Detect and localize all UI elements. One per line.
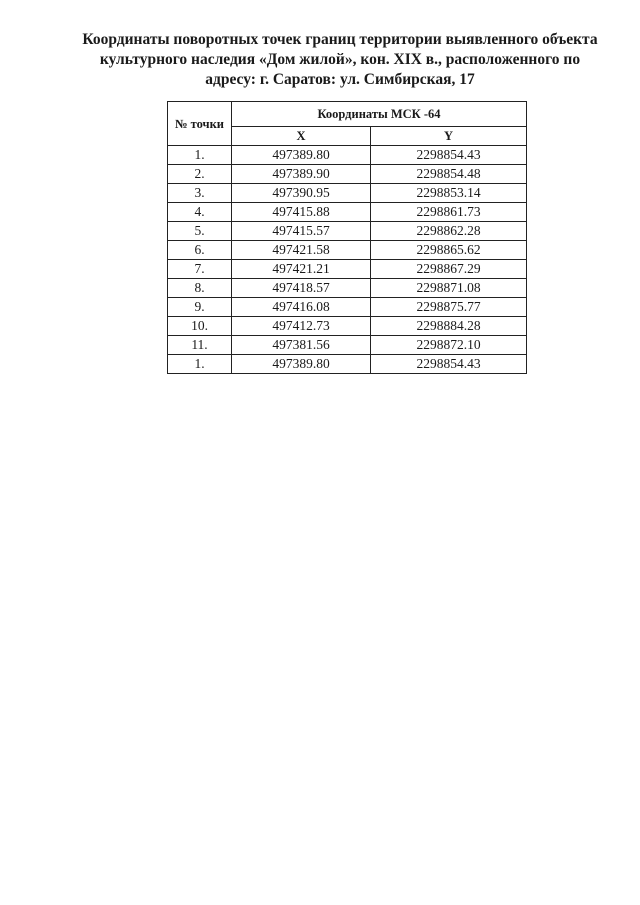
y-coordinate: 2298871.08 (371, 279, 527, 298)
table-row (168, 355, 527, 374)
table-row (168, 336, 527, 355)
x-coordinate: 497418.57 (232, 279, 371, 298)
y-coordinate: 2298854.43 (371, 146, 527, 165)
title-line-1: Координаты поворотных точек границ территории выявленного объекта (82, 31, 598, 48)
point-number: 1. (168, 146, 232, 165)
point-number: 8. (168, 279, 232, 298)
point-number: 2. (168, 165, 232, 184)
table-row (168, 317, 527, 336)
document-title (60, 30, 620, 90)
header-x: X (232, 127, 371, 146)
y-coordinate: 2298862.28 (371, 222, 527, 241)
y-coordinate: 2298854.48 (371, 165, 527, 184)
point-number: 1. (168, 355, 232, 374)
point-number: 6. (168, 241, 232, 260)
table-row (168, 146, 527, 165)
point-number: 3. (168, 184, 232, 203)
table-row (168, 241, 527, 260)
x-coordinate: 497421.58 (232, 241, 371, 260)
table-row (168, 165, 527, 184)
table-row (168, 184, 527, 203)
y-coordinate: 2298884.28 (371, 317, 527, 336)
title-line-2: культурного наследия «Дом жилой», кон. XIX в., расположенного по (99, 51, 581, 68)
y-coordinate: 2298853.14 (371, 184, 527, 203)
y-coordinate: 2298872.10 (371, 336, 527, 355)
point-number: 11. (168, 336, 232, 355)
x-coordinate: 497421.21 (232, 260, 371, 279)
y-coordinate: 2298861.73 (371, 203, 527, 222)
table-row (168, 222, 527, 241)
y-coordinate: 2298854.43 (371, 355, 527, 374)
x-coordinate: 497415.88 (232, 203, 371, 222)
title-line-3: адресу: г. Саратов: ул. Симбирская, 17 (205, 71, 475, 88)
x-coordinate: 497389.80 (232, 146, 371, 165)
point-number: 9. (168, 298, 232, 317)
header-y: Y (371, 127, 527, 146)
x-coordinate: 497381.56 (232, 336, 371, 355)
y-coordinate: 2298867.29 (371, 260, 527, 279)
table-row (168, 298, 527, 317)
coordinates-table (167, 101, 527, 374)
table-row (168, 203, 527, 222)
x-coordinate: 497390.95 (232, 184, 371, 203)
x-coordinate: 497416.08 (232, 298, 371, 317)
x-coordinate: 497412.73 (232, 317, 371, 336)
point-number: 4. (168, 203, 232, 222)
point-number: 10. (168, 317, 232, 336)
point-number: 5. (168, 222, 232, 241)
x-coordinate: 497389.80 (232, 355, 371, 374)
x-coordinate: 497389.90 (232, 165, 371, 184)
table-row (168, 279, 527, 298)
header-coordinates-group: Координаты МСК -64 (232, 102, 527, 127)
x-coordinate: 497415.57 (232, 222, 371, 241)
y-coordinate: 2298865.62 (371, 241, 527, 260)
table-row (168, 260, 527, 279)
header-point-number: № точки (168, 102, 232, 146)
point-number: 7. (168, 260, 232, 279)
y-coordinate: 2298875.77 (371, 298, 527, 317)
